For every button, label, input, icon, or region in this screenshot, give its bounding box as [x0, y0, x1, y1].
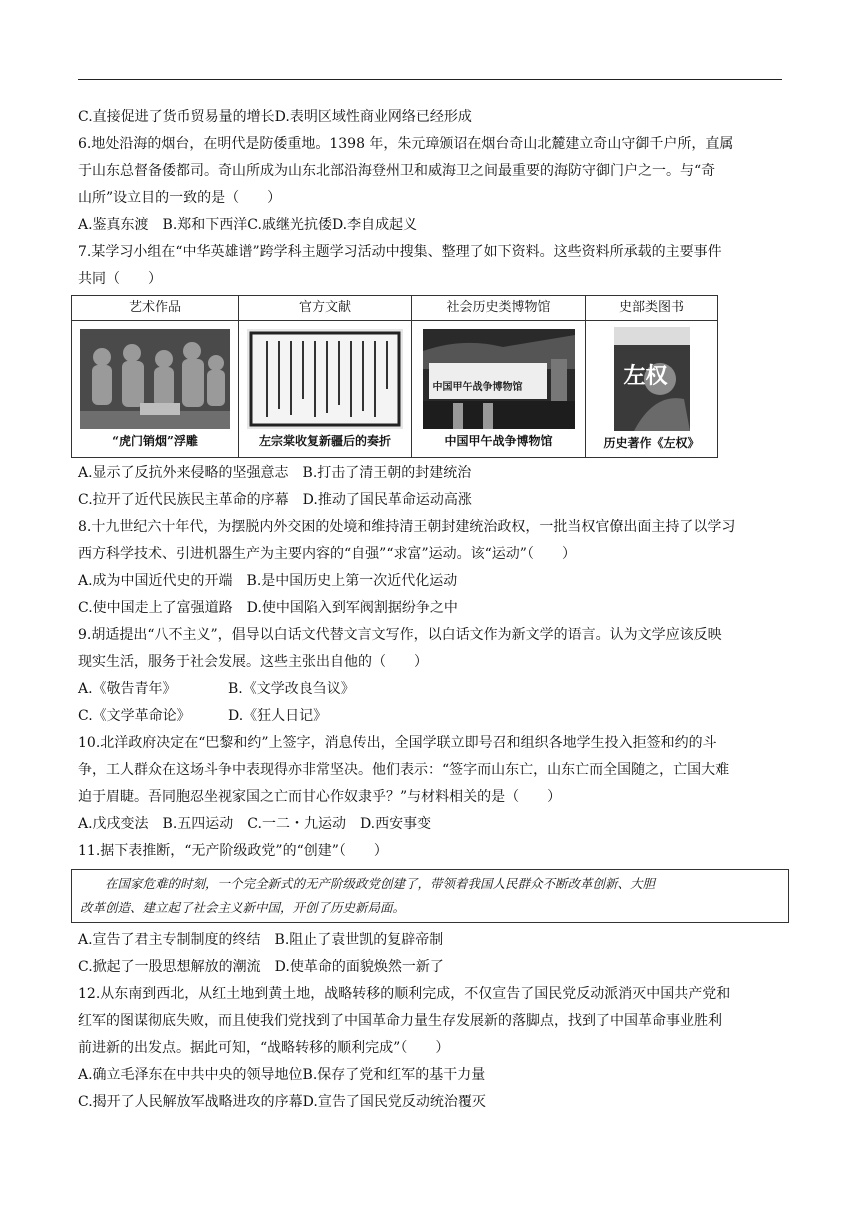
memorial-document-image [247, 329, 403, 429]
q10-options: A.戊戌变法 B.五四运动 C.一二・九运动 D.西安事变 [78, 816, 432, 832]
exam-page [78, 104, 784, 1116]
q9-option-a: A.《敬告青年》 [78, 681, 177, 697]
q7-options-cd: C.拉开了近代民族民主革命的序幕 D.推动了国民革命运动高涨 [78, 492, 472, 508]
q11-quote-box [71, 869, 789, 923]
q10-stem-line: 争，工人群众在这场斗争中表现得亦非常坚决。他们表示：“签字而山东亡，山东亡而全国随之，亡国大难 [78, 762, 730, 778]
table-header: 社会历史类博物馆 [412, 296, 586, 321]
book-caption: 历史著作《左权》 [603, 436, 700, 450]
q11-quote-line: 在国家危难的时刻，一个完全新式的无产阶级政党创建了，带领着我国人民群众不断改革创新、大胆 [105, 876, 656, 891]
q9-option-d: D.《狂人日记》 [228, 708, 328, 724]
question-12 [78, 981, 784, 1116]
q12-stem-line: 红军的图谋彻底失败，而且使我们党找到了中国革命力量生存发展新的落脚点，找到了中国革命事业胜利 [78, 1013, 722, 1029]
question-8 [78, 514, 784, 622]
table-cell-memorial [239, 321, 412, 458]
museum-photo-image [423, 329, 575, 429]
table-header: 官方文献 [239, 296, 412, 321]
q9-options [78, 676, 784, 730]
q7-materials-table [71, 295, 718, 458]
q10-stem-line: 迫于眉睫。吾同胞忍坐视家国之亡而甘心作奴隶乎？”与材料相关的是（ ） [78, 789, 562, 805]
question-9 [78, 622, 784, 730]
q8-options-ab: A.成为中国近代史的开端 B.是中国历史上第一次近代化运动 [78, 573, 458, 589]
q12-options-cd: C.揭开了人民解放军战略进攻的序幕D.宣告了国民党反动统治覆灭 [78, 1094, 486, 1110]
q12-stem-line: 前进新的出发点。据此可知，“战略转移的顺利完成”（ ） [78, 1040, 450, 1056]
q11-options-cd: C.掀起了一股思想解放的潮流 D.使革命的面貌焕然一新了 [78, 959, 444, 975]
q6-stem-line: 6.地处沿海的烟台，在明代是防倭重地。1398 年，朱元璋颁诏在烟台奇山北麓建立奇山守御千户所，直属 [78, 136, 734, 152]
question-7 [78, 239, 784, 514]
relief-carving-image [80, 329, 230, 429]
table-header: 艺术作品 [72, 296, 239, 321]
question-10 [78, 730, 784, 838]
museum-sign-text: 中国甲午战争博物馆 [432, 382, 523, 393]
table-header: 史部类图书 [586, 296, 718, 321]
table-cell-museum [412, 321, 586, 458]
q5-options-cd: C.直接促进了货币贸易量的增长D.表明区域性商业网络已经形成 [78, 109, 472, 125]
q7-options-ab: A.显示了反抗外来侵略的坚强意志 B.打击了清王朝的封建统治 [78, 465, 472, 481]
relief-caption: “虎门销烟”浮雕 [112, 434, 198, 448]
q8-options-cd: C.使中国走上了富强道路 D.使中国陷入到军阀割据纷争之中 [78, 600, 458, 616]
q9-option-c: C.《文学革命论》 [78, 708, 191, 724]
museum-caption: 中国甲午战争博物馆 [444, 434, 553, 448]
q8-stem-line: 西方科学技术、引进机器生产为主要内容的“自强”“求富”运动。该“运动”（ ） [78, 546, 576, 562]
q12-options-ab: A.确立毛泽东在中共中央的领导地位B.保存了党和红军的基干力量 [78, 1067, 486, 1083]
q6-stem-line: 山所”设立目的一致的是（ ） [78, 190, 282, 206]
q6-stem-line: 于山东总督备倭都司。奇山所成为山东北部沿海登州卫和威海卫之间最重要的海防守御门户之一。与“奇 [78, 163, 716, 179]
q6-options: A.鉴真东渡 B.郑和下西洋C.戚继光抗倭D.李自成起义 [78, 217, 418, 233]
q7-stem-line: 7.某学习小组在“中华英雄谱”跨学科主题学习活动中搜集、整理了如下资料。这些资料所承载的主要事件 [78, 244, 722, 260]
header-rule [78, 79, 782, 80]
q9-stem-line: 9.胡适提出“八不主义”，倡导以白话文代替文言文写作，以白话文作为新文学的语言。认为文学应该反映 [78, 627, 722, 643]
q7-stem-line: 共同（ ） [78, 271, 162, 287]
q10-stem-line: 10.北洋政府决定在“巴黎和约”上签字，消息传出，全国学联立即号召和组织各地学生投入拒签和约的斗 [78, 735, 717, 751]
q11-stem-line: 11.据下表推断，“无产阶级政党”的“创建”（ ） [78, 843, 388, 859]
question-11 [78, 838, 784, 981]
q12-stem-line: 12.从东南到西北，从红土地到黄土地，战略转移的顺利完成，不仅宣告了国民党反动派消灭中国共产党和 [78, 986, 731, 1002]
q9-stem-line: 现实生活，服务于社会发展。这些主张出自他的（ ） [78, 654, 428, 670]
book-cover-image [614, 327, 690, 431]
memorial-caption: 左宗棠收复新疆后的奏折 [258, 434, 391, 448]
table-cell-relief [72, 321, 239, 458]
q8-stem-line: 8.十九世纪六十年代，为摆脱内外交困的处境和维持清王朝封建统治政权，一批当权官僚出面主持了以学习 [78, 519, 736, 535]
question-6 [78, 131, 784, 239]
q11-quote-line: 改革创造、建立起了社会主义新中国，开创了历史新局面。 [80, 900, 406, 915]
table-cell-book [586, 321, 718, 458]
book-title-text: 左权 [623, 364, 668, 389]
q9-option-b: B.《文学改良刍议》 [228, 681, 355, 697]
q11-options-ab: A.宣告了君主专制制度的终结 B.阻止了袁世凯的复辟帝制 [78, 932, 444, 948]
